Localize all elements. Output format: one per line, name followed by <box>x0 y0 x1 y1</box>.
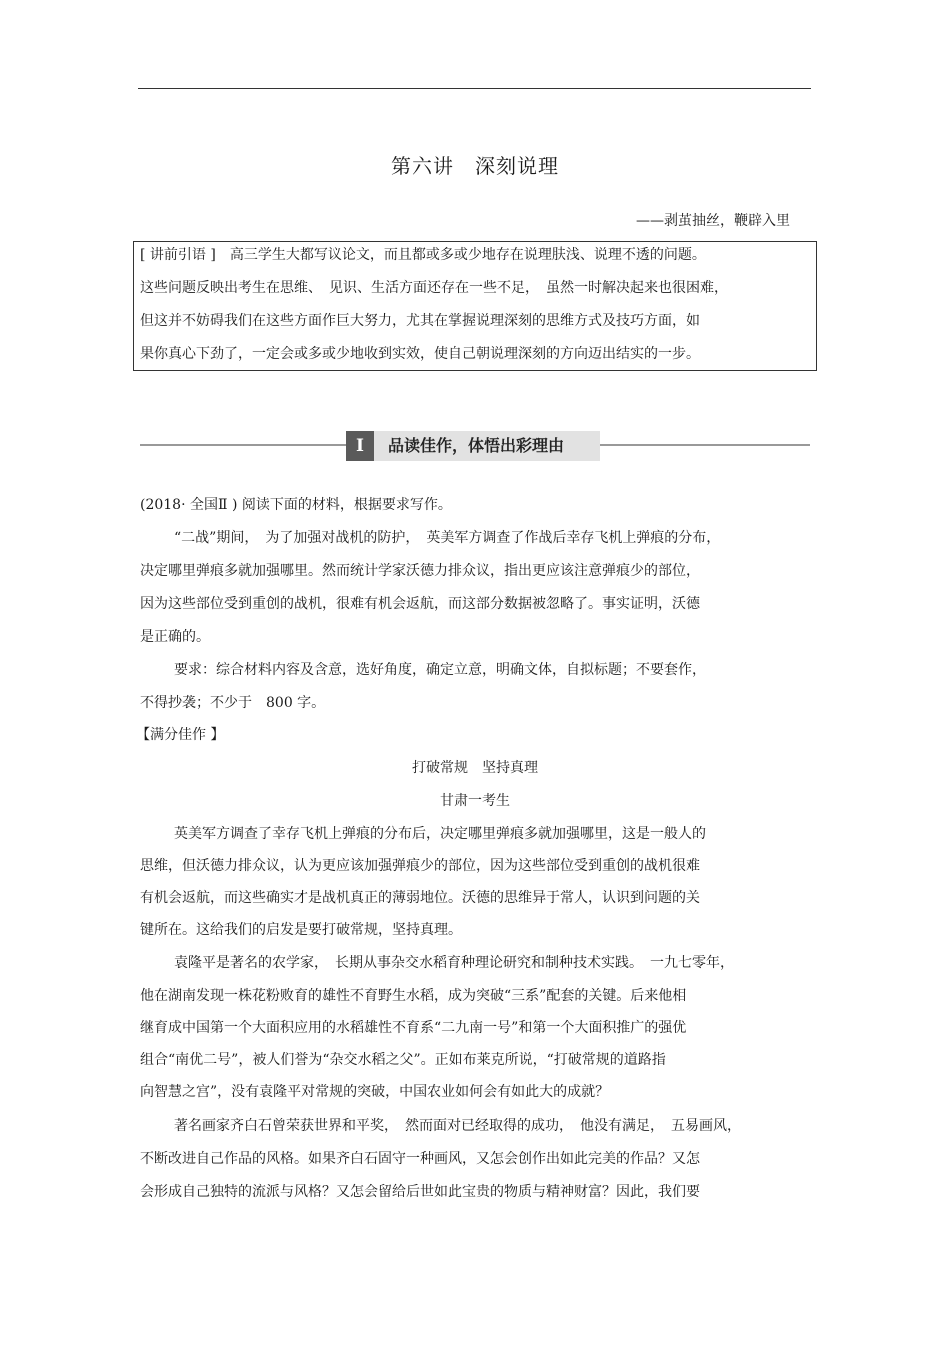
essay-line: 组合“南优二号”，被人们誉为“杂交水稻之父”。正如布莱克所说，“打破常规的道路指 <box>140 1052 666 1068</box>
intro-box <box>133 241 817 371</box>
prompt-source: (2018· 全国Ⅱ ) 阅读下面的材料，根据要求写作。 <box>140 497 452 513</box>
essay-title: 打破常规 坚持真理 <box>412 760 538 776</box>
intro-line: 但这并不妨碍我们在这些方面作巨大努力，尤其在掌握说理深刻的思维方式及技巧方面，如 <box>140 313 700 329</box>
section-rule-right <box>600 444 810 446</box>
essay-line: 他在湖南发现一株花粉败育的雄性不育野生水稻，成为突破“三系”配套的关键。后来他相 <box>140 988 687 1004</box>
material-line: 因为这些部位受到重创的战机，很难有机会返航，而这部分数据被忽略了。事实证明，沃德 <box>140 596 700 612</box>
material-line: “二战”期间， 为了加强对战机的防护， 英美军方调查了作战后幸存飞机上弹痕的分布， <box>174 530 721 546</box>
essay-line: 思维，但沃德力排众议，认为更应该加强弹痕少的部位，因为这些部位受到重创的战机很难 <box>140 858 700 874</box>
essay-line: 袁隆平是著名的农学家， 长期从事杂交水稻育种理论研究和制种技术实践。 一九七零年， <box>174 955 734 971</box>
material-line: 是正确的。 <box>140 629 210 645</box>
essay-tag: 【满分佳作 】 <box>136 727 225 743</box>
intro-line: [ 讲前引语 ] 高三学生大都写议论文，而且都或多或少地存在说理肤浅、说理不透的问题。 <box>140 247 706 263</box>
requirement-line: 不得抄袭；不少于 800 字。 <box>140 695 326 711</box>
section-numeral: Ⅰ <box>346 431 374 461</box>
essay-line: 会形成自己独特的流派与风格？又怎会留给后世如此宝贵的物质与精神财富？因此，我们要 <box>140 1184 700 1200</box>
essay-line: 著名画家齐白石曾荣获世界和平奖， 然而面对已经取得的成功， 他没有满足， 五易画风， <box>174 1118 741 1134</box>
requirement-line: 要求：综合材料内容及含意，选好角度，确定立意，明确文体，自拟标题；不要套作， <box>174 662 706 678</box>
essay-line: 向智慧之宫”，没有袁隆平对常规的突破，中国农业如何会有如此大的成就？ <box>140 1084 610 1100</box>
essay-line: 有机会返航，而这些确实才是战机真正的薄弱地位。沃德的思维异于常人，认识到问题的关 <box>140 890 700 906</box>
section-heading <box>346 431 600 461</box>
header-rule <box>138 88 811 89</box>
intro-line: 这些问题反映出考生在思维、 见识、生活方面还存在一些不足， 虽然一时解决起来也很困难， <box>140 280 728 296</box>
essay-line: 英美军方调查了幸存飞机上弹痕的分布后，决定哪里弹痕多就加强哪里，这是一般人的 <box>174 826 706 842</box>
lecture-subtitle: ——剥茧抽丝，鞭辟入里 <box>636 213 790 229</box>
essay-line: 继育成中国第一个大面积应用的水稻雄性不育系“二九南一号”和第一个大面积推广的强优 <box>140 1020 687 1036</box>
essay-line: 不断改进自己作品的风格。如果齐白石固守一种画风，又怎会创作出如此完美的作品？又怎 <box>140 1151 700 1167</box>
section-rule-left <box>140 444 346 446</box>
material-line: 决定哪里弹痕多就加强哪里。然而统计学家沃德力排众议，指出更应该注意弹痕少的部位， <box>140 563 700 579</box>
section-heading-text: 品读佳作，体悟出彩理由 <box>388 436 565 455</box>
intro-line: 果你真心下劲了，一定会或多或少地收到实效，使自己朝说理深刻的方向迈出结实的一步。 <box>140 346 700 362</box>
lecture-title: 第六讲 深刻说理 <box>391 154 559 178</box>
essay-author: 甘肃一考生 <box>440 793 510 809</box>
essay-line: 键所在。这给我们的启发是要打破常规，坚持真理。 <box>140 922 462 938</box>
